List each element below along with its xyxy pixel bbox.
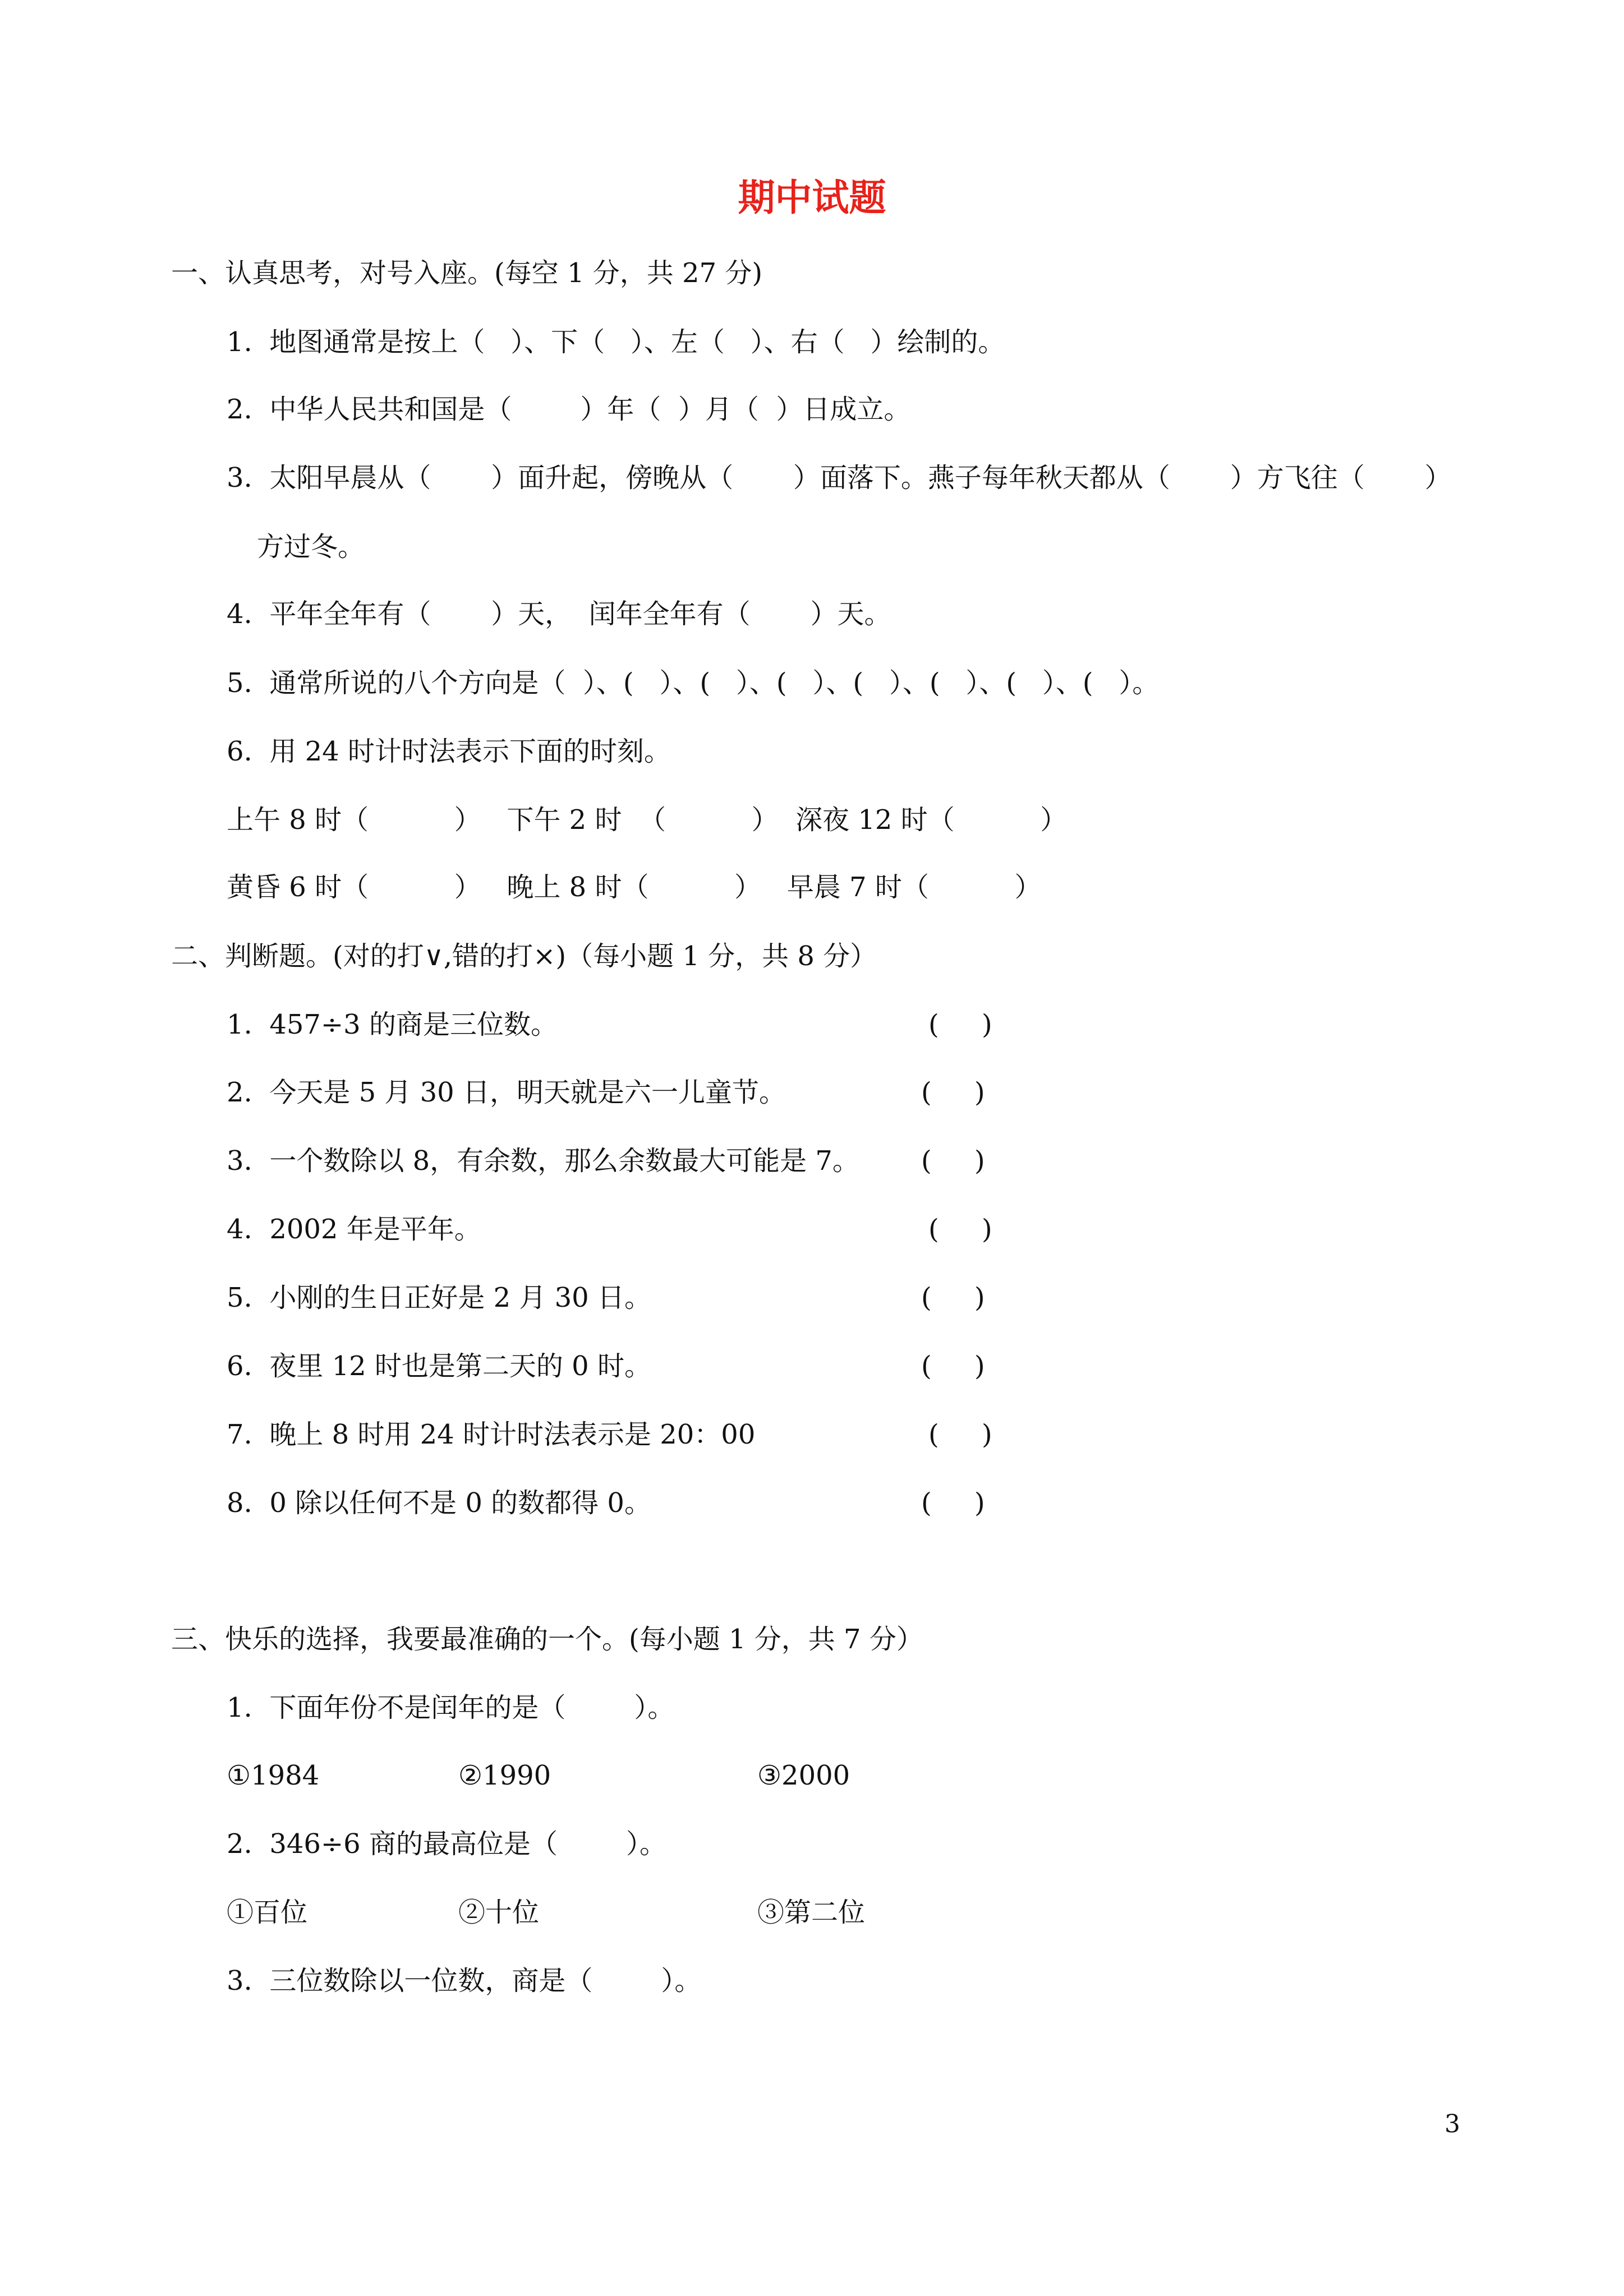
judge-item-7: 7. 晚上 8 时用 24 时计时法表示是 20：00	[227, 1419, 756, 1450]
page-title: 期中试题	[738, 176, 886, 219]
section1-q5: 5. 通常所说的八个方向是（ ）、( ）、( ）、( ）、( ）、( ）、( ）、( ）。	[227, 667, 1160, 699]
choice-q2-option-1: ①百位	[227, 1897, 308, 1928]
judge-item-1: 1. 457÷3 的商是三位数。	[227, 1009, 558, 1040]
choice-q2-option-3: ③第二位	[757, 1897, 866, 1928]
section1-q1: 1. 地图通常是按上（ ）、下（ ）、左（ ）、右（ ）绘制的。	[227, 326, 1005, 358]
judge-blank-3: ( )	[921, 1145, 985, 1177]
section1-q3-line1: 3. 太阳早晨从（ ）面升起，傍晚从（ ）面落下。燕子每年秋天都从（ ）方飞往（ ）	[227, 462, 1452, 494]
judge-blank-5: ( )	[921, 1282, 985, 1313]
choice-q2: 2. 346÷6 商的最高位是（ ）。	[227, 1828, 667, 1860]
judge-item-4: 4. 2002 年是平年。	[227, 1214, 481, 1245]
judge-item-6: 6. 夜里 12 时也是第二天的 0 时。	[227, 1350, 651, 1382]
section2-heading: 二、判断题。(对的打∨,错的打×)（每小题 1 分，共 8 分）	[171, 940, 877, 972]
choice-q3: 3. 三位数除以一位数，商是（ ）。	[227, 1965, 702, 1997]
section1-q4: 4. 平年全年有（ ）天， 闰年全年有（ ）天。	[227, 598, 891, 630]
section1-heading: 一、认真思考，对号入座。(每空 1 分，共 27 分)	[171, 257, 763, 289]
judge-blank-7: ( )	[928, 1419, 992, 1450]
choice-q1: 1. 下面年份不是闰年的是（ ）。	[227, 1692, 675, 1723]
choice-q1-option-2: ②1990	[458, 1760, 551, 1791]
choice-q1-option-1: ①1984	[227, 1760, 320, 1791]
page-number: 3	[1444, 2110, 1460, 2138]
judge-item-2: 2. 今天是 5 月 30 日，明天就是六一儿童节。	[227, 1077, 786, 1108]
judge-blank-6: ( )	[921, 1350, 985, 1382]
section1-q6: 6. 用 24 时计时法表示下面的时刻。	[227, 736, 671, 767]
judge-blank-8: ( )	[921, 1487, 985, 1519]
judge-item-5: 5. 小刚的生日正好是 2 月 30 日。	[227, 1282, 651, 1313]
judge-item-8: 8. 0 除以任何不是 0 的数都得 0。	[227, 1487, 651, 1519]
choice-q2-option-2: ②十位	[458, 1897, 540, 1928]
judge-blank-4: ( )	[928, 1214, 992, 1245]
judge-blank-2: ( )	[921, 1077, 985, 1108]
judge-item-3: 3. 一个数除以 8，有余数，那么余数最大可能是 7。	[227, 1145, 859, 1177]
choice-q1-option-3: ③2000	[757, 1760, 850, 1791]
section3-heading: 三、快乐的选择，我要最准确的一个。(每小题 1 分，共 7 分）	[171, 1624, 923, 1655]
section1-q2: 2. 中华人民共和国是（ ）年（ ）月（ ）日成立。	[227, 394, 911, 425]
section1-q3-line2: 方过冬。	[257, 531, 365, 563]
section1-q6-row2: 黄昏 6 时（ ） 晚上 8 时（ ） 早晨 7 时（ ）	[227, 872, 1042, 903]
judge-blank-1: ( )	[928, 1009, 992, 1040]
section1-q6-row1: 上午 8 时（ ） 下午 2 时 （ ） 深夜 12 时（ ）	[227, 804, 1068, 836]
